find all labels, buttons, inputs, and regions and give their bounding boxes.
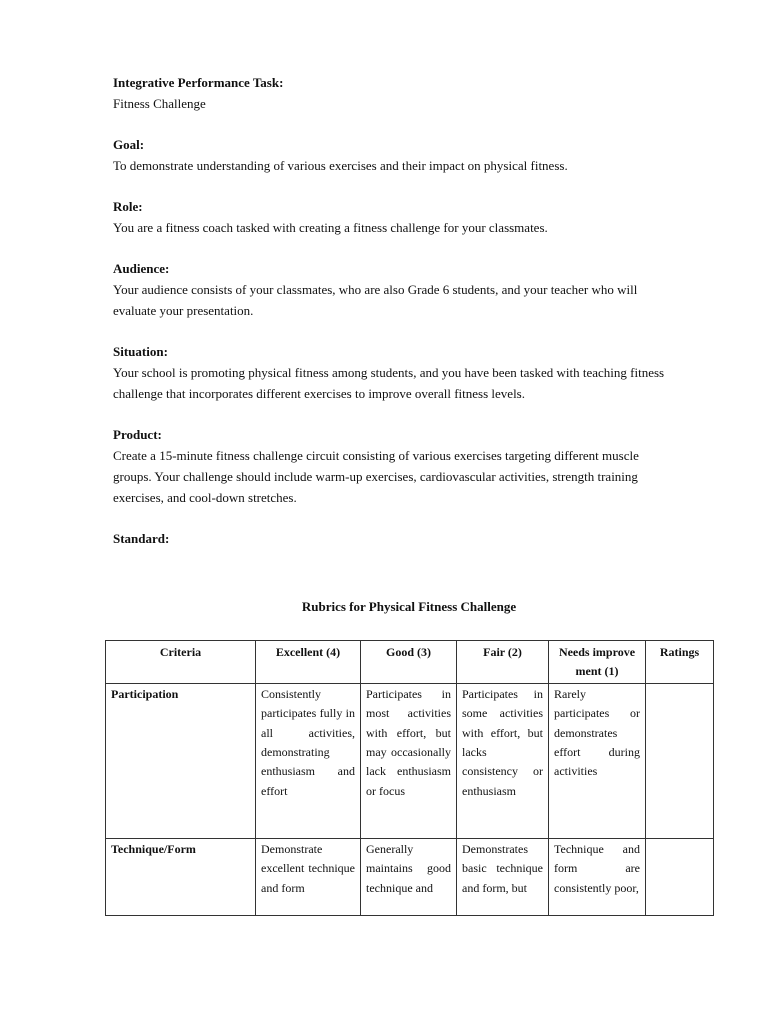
task-heading: Integrative Performance Task: xyxy=(113,75,284,90)
role-text: You are a fitness coach tasked with creating a fitness challenge for your classmates. xyxy=(113,220,548,235)
goal-section xyxy=(113,134,673,176)
header-fair: Fair (2) xyxy=(457,641,549,684)
situation-text: Your school is promoting physical fitness among students, and you have been tasked with teaching fitness challenge that incorporates different exercises to improve overall fitness levels. xyxy=(113,365,665,401)
excellent-cell: Consistently participates fully in all activities, demonstrating enthusiasm and effort xyxy=(256,683,361,838)
header-excellent: Excellent (4) xyxy=(256,641,361,684)
criteria-cell: Participation xyxy=(106,683,256,838)
excellent-cell: Demonstrate excellent technique and form xyxy=(256,838,361,915)
document-body xyxy=(113,72,673,569)
audience-heading: Audience: xyxy=(113,261,170,276)
criteria-cell: Technique/Form xyxy=(106,838,256,915)
needs-improvement-cell: Rarely participates or demonstrates effort during activities xyxy=(549,683,646,838)
standard-section xyxy=(113,528,673,549)
fair-cell: Participates in some activities with effort, but lacks consistency or enthusiasm xyxy=(457,683,549,838)
good-cell: Generally maintains good technique and xyxy=(361,838,457,915)
product-text: Create a 15-minute fitness challenge circuit consisting of various exercises targeting different muscle groups. Your challenge should include warm-up exercises, cardiovascular activities, strength training exercises, and cool-down stretches. xyxy=(113,448,639,505)
product-heading: Product: xyxy=(113,427,162,442)
task-title: Fitness Challenge xyxy=(113,96,206,111)
header-criteria: Criteria xyxy=(106,641,256,684)
goal-text: To demonstrate understanding of various exercises and their impact on physical fitness. xyxy=(113,158,568,173)
needs-improvement-cell: Technique and form are consistently poor, xyxy=(549,838,646,915)
header-needs-improvement: Needs improvement (1) xyxy=(549,641,646,684)
standard-heading: Standard: xyxy=(113,531,170,546)
fair-cell: Demonstrates basic technique and form, but xyxy=(457,838,549,915)
header-good: Good (3) xyxy=(361,641,457,684)
rubric-title: Rubrics for Physical Fitness Challenge xyxy=(301,599,517,614)
role-heading: Role: xyxy=(113,199,143,214)
audience-text: Your audience consists of your classmates, who are also Grade 6 students, and your teacher who will evaluate your presentation. xyxy=(113,282,638,318)
goal-heading: Goal: xyxy=(113,137,145,152)
table-row xyxy=(106,838,714,915)
product-section xyxy=(113,424,673,508)
table-row xyxy=(106,683,714,838)
audience-section xyxy=(113,258,673,321)
rubric-table xyxy=(105,640,714,916)
header-ratings: Ratings xyxy=(646,641,714,684)
situation-heading: Situation: xyxy=(113,344,168,359)
task-section xyxy=(113,72,673,114)
rating-cell xyxy=(646,683,714,838)
role-section xyxy=(113,196,673,238)
good-cell: Participates in most activities with effort, but may occasionally lack enthusiasm or focus xyxy=(361,683,457,838)
rubric-header-row xyxy=(106,641,714,684)
situation-section xyxy=(113,341,673,404)
rating-cell xyxy=(646,838,714,915)
